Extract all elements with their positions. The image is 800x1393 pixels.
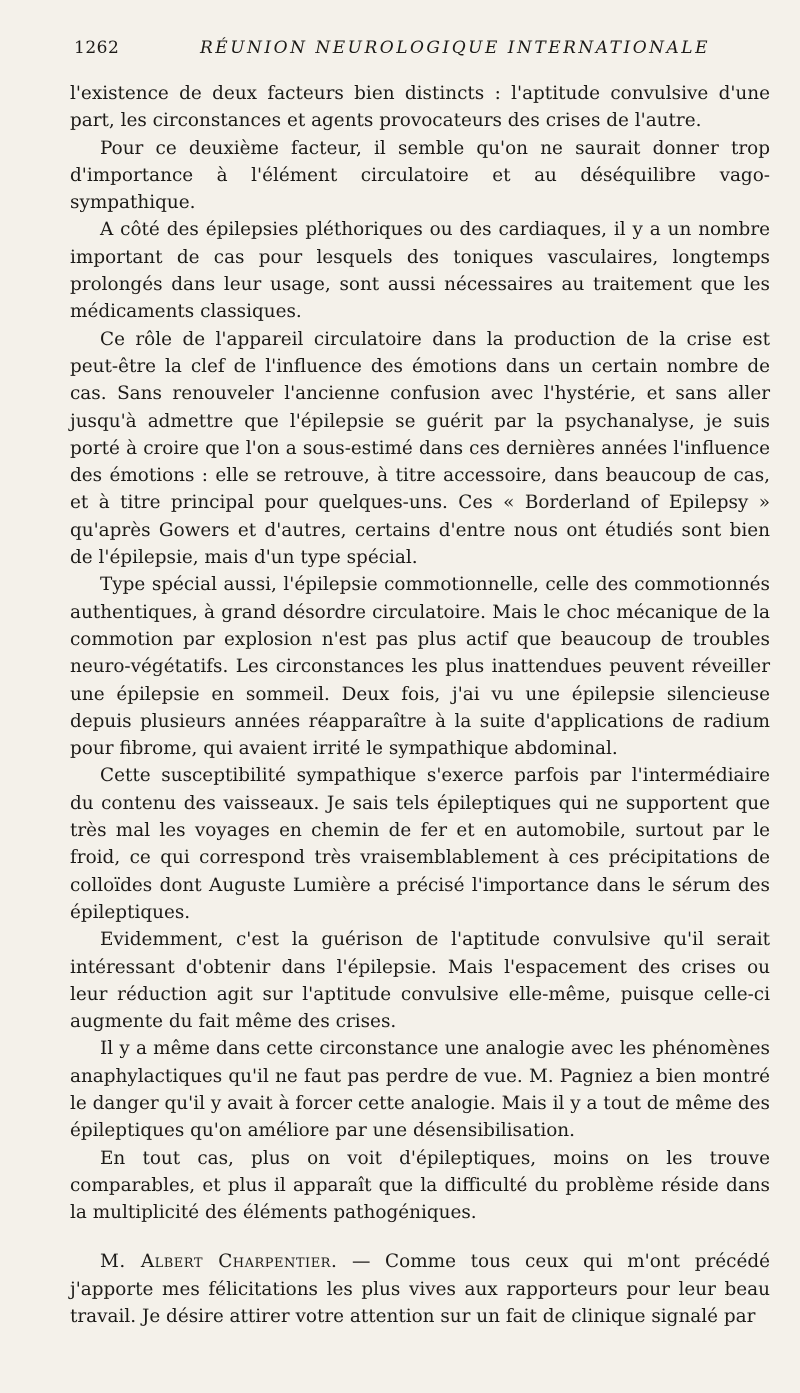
- paragraph: Ce rôle de l'appareil circulatoire dans la production de la crise est peut-être la clef de l'influence des émotions dans un certain nombre de cas. Sans renouveler l'ancienne confusion avec l'hystérie, et sans aller jusqu'à admettre que l'épilepsie se guérit par la psychanalyse, je suis porté à croire que l'on a sous-estimé dans ces dernières années l'influence des émotions : elle se retrouve, à titre accessoire, dans beaucoup de cas, et à titre principal pour quelques-uns. Ces « Borderland of Epilepsy » qu'après Gowers et d'autres, certains d'entre nous ont étudiés sont bien de l'épilepsie, mais d'un type spécial.: [70, 328, 770, 569]
- body-text: [70, 80, 770, 1330]
- speech-text: — Comme tous ceux qui m'ont précédé j'apporte mes félicitations les plus vives aux rapporteurs pour leur beau travail. Je désire attirer votre attention sur un fait de clinique signalé par: [70, 1251, 770, 1328]
- paragraph: Cette susceptibilité sympathique s'exerce parfois par l'intermédiaire du contenu des vaisseaux. Je sais tels épileptiques qui ne supportent que très mal les voyages en chemin de fer et en automobile, surtout par le froid, ce qui correspond très vraisemblablement à ces précipitations de colloïdes dont Auguste Lumière a précisé l'importance dans le sérum des épileptiques.: [70, 765, 770, 923]
- paragraph: Il y a même dans cette circonstance une analogie avec les phénomènes anaphylactiques qu'il ne faut pas perdre de vue. M. Pagniez a bien montré le danger qu'il y avait à forcer cette analogie. Mais il y a tout de même des épileptiques qu'on améliore par une désensibilisation.: [70, 1038, 770, 1142]
- paragraph: En tout cas, plus on voit d'épileptiques, moins on les trouve comparables, et plus il apparaît que la difficulté du problème réside dans la multiplicité des éléments pathogéniques.: [70, 1147, 770, 1224]
- running-title: RÉUNION NEUROLOGIQUE INTERNATIONALE: [200, 38, 710, 58]
- page-header: [70, 38, 740, 68]
- paragraph: Pour ce deuxième facteur, il semble qu'on ne saurait donner trop d'importance à l'élément circulatoire et au déséquilibre vago-sympathique.: [70, 137, 770, 214]
- paragraph: l'existence de deux facteurs bien distincts : l'aptitude convulsive d'une part, les circonstances et agents provocateurs des crises de l'autre.: [70, 83, 770, 132]
- page-number: 1262: [74, 38, 120, 58]
- speech-paragraph: [70, 1248, 770, 1330]
- paragraph: A côté des épilepsies pléthoriques ou des cardiaques, il y a un nombre important de cas pour lesquels des toniques vasculaires, longtemps prolongés dans leur usage, sont aussi nécessaires au traitement que les médicaments classiques.: [70, 219, 770, 323]
- paragraph: Type spécial aussi, l'épilepsie commotionnelle, celle des commotionnés authentiques, à grand désordre circulatoire. Mais le choc mécanique de la commotion par explosion n'est pas plus actif que beaucoup de troubles neuro-végétatifs. Les circonstances les plus inattendues peuvent réveiller une épilepsie en sommeil. Deux fois, j'ai vu une épilepsie silencieuse depuis plusieurs années réapparaître à la suite d'applications de radium pour fibrome, qui avaient irrité le sympathique abdominal.: [70, 574, 770, 760]
- speaker-name: M. Albert Charpentier.: [100, 1251, 338, 1273]
- paragraph: Evidemment, c'est la guérison de l'aptitude convulsive qu'il serait intéressant d'obtenir dans l'épilepsie. Mais l'espacement des crises ou leur réduction agit sur l'aptitude convulsive elle-même, puisque celle-ci augmente du fait même des crises.: [70, 929, 770, 1033]
